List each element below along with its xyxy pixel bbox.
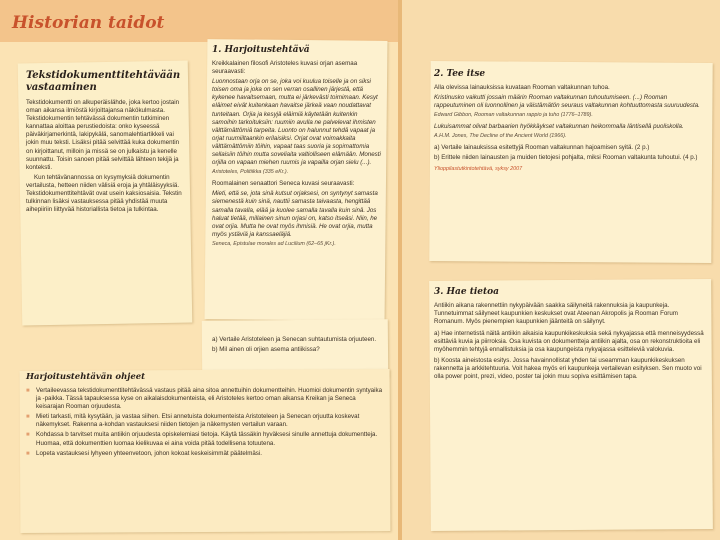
instruction-item: ■ Kohdassa b tarvitset muita antiikin orjuudesta opiskelemiasi tietoja. Käytä tässäkin hyväksesi sinulle annettuja dokumentteja. Huomaa, että dokumenttien luomaa kielikuvaa ei aina voida pitää todellisena totuutena.	[26, 431, 384, 447]
left-box-paragraph: Tekstidokumentti on alkuperäislähde, joka kertoo jostain oman aikansa ilmiöstä kirjoittajansa näkökulmasta. Tekstidokumentin tehtävässä dokumentin tutkiminen kannattaa aloittaa perustiedoista: onko kyseessä päiväkirjamerkintä, lakipykälä, sanomalehtiartikkeli vai jokin muu teksti. Lisäksi pitää selvittää kuka dokumentin on kirjoittanut, milloin ja missä se on julkaistu ja kenelle suunnattu. Toisin sanoen pitää selvittää lähteen tekijä ja konteksti.	[26, 99, 180, 171]
exercise1-quote: Mieti, että se, jota sinä kutsut orjaksesi, on syntynyt samasta siemenestä kuin sinä, nauttii samasta taivaasta, hengittää samalla tavalla, elää ja kuolee samalla tavalla kuin sinä. Jos haluat tietää, millainen sinun orjasi on, katso itseäsi. Niin, he ovat orjia. Mutta he ovat myös ihmisiä. He ovat orjia, mutta myös ystäviä ja kanssaeläjiä.	[212, 190, 378, 238]
exercise2-heading: 2. Tee itse	[434, 69, 486, 79]
left-box-paragraph: Kun tehtävänannossa on kysymyksiä dokumentin vertailusta, hetteen niiden välisiä eroja ja yhtäläisyyksiä. Tekstidokumenttitehtävät ovat usein kaksiosaisia. Tekstin tulkinnan lisäksi vastauksessa pitää yhdistää muuta aihepiiriin liittyvää historiallista tietoa ja tulkintaa.	[26, 173, 182, 214]
instruction-item: ■ Mieti tarkasti, mitä kysytään, ja vastaa siihen. Etsi annetuista dokumenteista Aristoteleen ja Senecan orjuutta koskevat näkemykset. Rakenna a-kohdan vastauksesi niiden tietojen ja näkemysten vertailun varaan.	[26, 413, 384, 429]
instructions	[26, 372, 384, 460]
exam-note: Ylioppilastutkintotehtävä, syksy 2007	[434, 165, 523, 172]
instruction-item: ■ Lopeta vastauksesi lyhyeen yhteenvetoon, johon kokoat keskeisimmät päätelmäsi.	[26, 450, 384, 458]
question-item: a) Vertaile lainauksissa esitettyjä Rooman valtakunnan hajoamisen syitä. (2 p.)	[434, 144, 650, 152]
exercise1-quote: Luonnostaan orja on se, joka voi kuulua toiselle ja on siksi toisen oma ja joka on sen verran osallinen järjestä, että kykenee havaitsemaan, mutta ei järkevästi toimimaan. Kesyt eläimet eivät kuitenkaan havaitse järkeä vaan noudattavat tunteitaan. Orjia ja kesyjä eläimiä käytetään kuitenkin samoihin tarkoituksiin: ruumiin avulla ne palvelevat ihmisten välttämättömiä tarpeita. Luonto on halunnut tehdä vapaat ja orjat ruumiiltaankin erilaisiksi. Orjat ovat voimakkaita välttämättömiin töihin, vapaat taas suoria ja sopimattomia sellaisiin töihin mutta soveliaita valtiolliseen elämään. Monesti orjilla on vapaan miehen ruumis ja vapailla orjan sielu (...).	[212, 78, 381, 167]
instructions-heading: Harjoitustehtävän ohjeet	[26, 372, 146, 382]
series-title: Historian taidot	[12, 13, 165, 33]
exercise3-heading: 3. Hae tietoa	[434, 287, 500, 297]
exercise1-questions	[212, 336, 382, 356]
question-item: b) Erittele niiden lainausten ja muiden tietojesi pohjalta, miksi Rooman valtakunta tuhoutui. (4 p.)	[434, 154, 698, 162]
question-item: b) Koosta aineistosta esitys. Jossa havainnollistat yhden tai useamman kaupunkikeskuksen rakennetta ja arkkitehtuuria. Voit hakea myös eri kaupunkeja vertailevan esityksen. Sen muoto voi olla power point, prezi, video, poster tai jokin muu sopiva esittämisen tapa.	[434, 356, 702, 380]
exercise2-intro: Alla olevissa lainauksissa kuvataan Rooman valtakunnan tuhoa.	[434, 84, 610, 91]
exercise3	[434, 286, 708, 383]
exercise1-intro2: Roomalainen senaattori Seneca kuvasi seuraavasti:	[212, 180, 355, 188]
exercise2-quote: Lukuisammat olivat barbaarien hyökkäykset valtakunnan heikommalla läntisellä puoliskolla.	[434, 123, 684, 131]
question-item: a) Vertaile Aristoteleen ja Senecan suhtautumista orjuuteen.	[212, 336, 377, 343]
left-box	[26, 70, 186, 216]
exercise1-intro: Kreikkalainen filosofi Aristoteles kuvasi orjan asemaa seuraavasti:	[212, 60, 358, 76]
exercise2-source: A.H.M. Jones, The Decline of the Ancient World (1966).	[434, 133, 567, 140]
exercise1-heading: 1. Harjoitustehtävä	[212, 45, 310, 55]
exercise1-source: Aristoteles, Politiikka (335 eKr.).	[212, 169, 289, 176]
left-box-title: Tekstidokumenttitehtävään vastaaminen	[26, 70, 181, 93]
question-item: a) Hae internetistä näitä antiikin aikaisia kaupunkikeskuksia sekä nykyajassa että menneisyydessä esittäviä kuvia ja piirroksia. Osa kuvista on dokumentteja antiikin ajalta, osa on rekonstruktioita eli myöhemmin tehtyjä ennallistuksia ja osa kaupungeista nykyajassa esitteleviä valokuvia.	[434, 330, 704, 354]
exercise3-intro: Antiikin aikana rakennettiin nykypäivään saakka säilyneitä rakennuksia ja kaupunkeja. Tunnetuimmat säilyneet kaupunkien keskukset ovat Ateenan Akropolis ja Rooman Forum Romanum. Myös pienempien kaupunkien jäänteitä on säilynyt.	[434, 302, 678, 326]
instruction-item: ■ Vertaileevassa tekstidokumenttitehtävässä vastaus pitää aina sitoa annettuihin dokumentteihin. Huomioi dokumentin syntyaika ja -paikka. Tässä tapauksessa kyse on aikalaisdokumenteista, eli Aristoteles kertoo oman aikansa Kreikan ja Seneca keisarajan Rooman orjuudesta.	[26, 387, 384, 411]
exercise2-quote: Kristinusko vaikutti jossain määrin Rooman valtakunnan tuhoutumiseen. (...) Rooman rappeutuminen oli luonnollinen ja väistämätön seuraus valtakunnan kohtuuttomasta suuruudesta.	[434, 94, 700, 110]
exercise2	[434, 68, 708, 173]
question-item: b) Mil ainen oli orjien asema antiikissa?	[212, 346, 320, 354]
exercise1	[212, 44, 382, 248]
exercise2-source: Edward Gibbon, Rooman valtakunnan rappio ja tuho (1776–1789).	[434, 112, 593, 119]
exercise1-source: Seneca, Epistulae morales ad Lucilium (62–65 jKr.).	[212, 240, 336, 247]
